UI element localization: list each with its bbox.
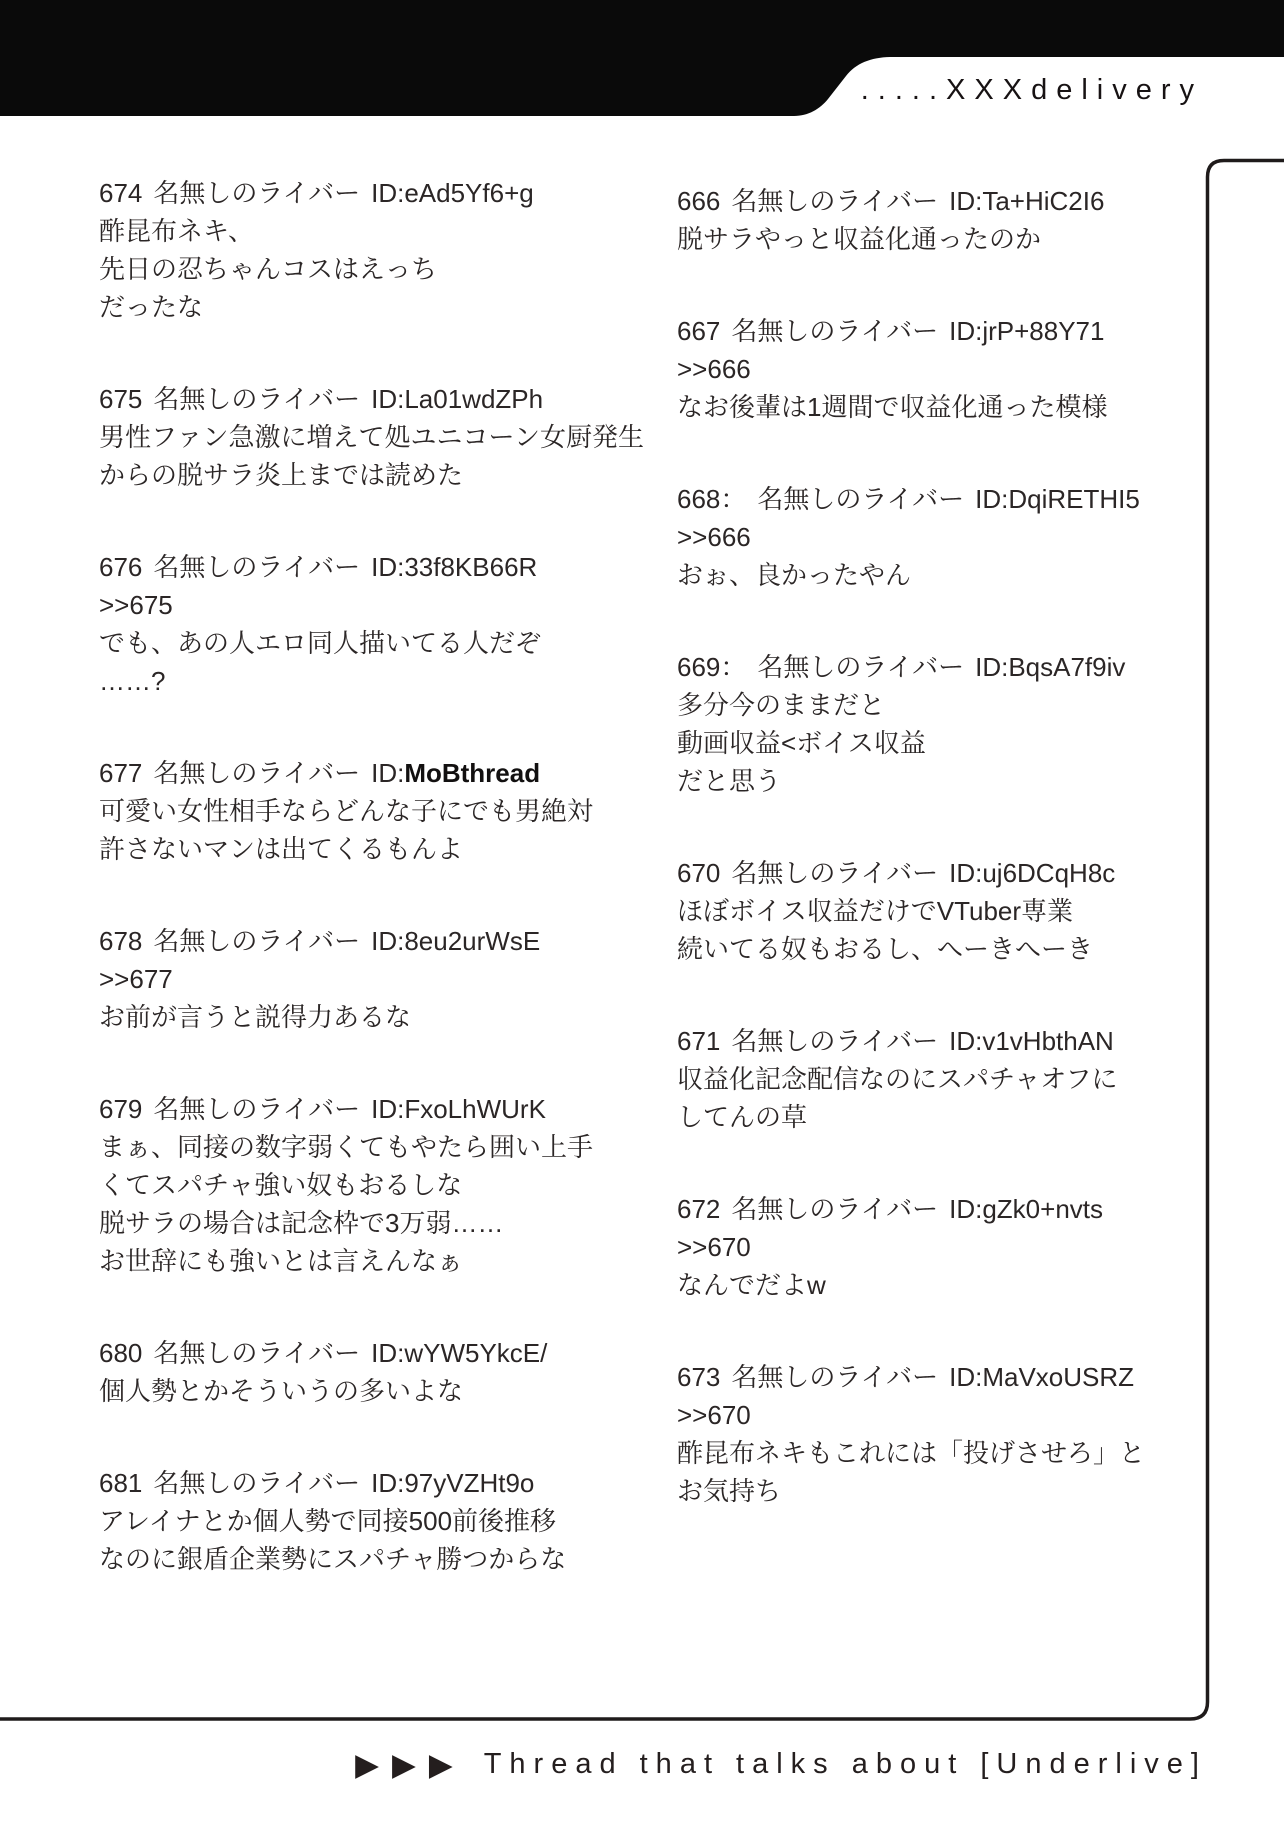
poster-id (371, 548, 537, 586)
poster-id-value: 33f8KB66R (404, 552, 538, 582)
post-header (677, 1358, 1192, 1396)
post-body-line: お気持ち (677, 1476, 782, 1506)
anchor-reference-line: >>670 (677, 1400, 751, 1430)
post-body-line: アレイナとか個人勢で同接500前後推移 (99, 1506, 557, 1536)
post-body-line: だったな (99, 292, 204, 322)
poster-id-label: ID: (975, 652, 1009, 682)
post-header (677, 1190, 1192, 1228)
post-body-line: 脱サラやっと収益化通ったのか (677, 224, 1042, 254)
poster-id-label: ID: (949, 1026, 983, 1056)
post-number: 679 (99, 1094, 143, 1124)
anchor-reference-line: >>666 (677, 522, 751, 552)
poster-id-value: eAd5Yf6+g (404, 178, 534, 208)
post-number: 671 (677, 1026, 721, 1056)
poster-id-value: FxoLhWUrK (404, 1094, 546, 1124)
poster-id-value: MaVxoUSRZ (982, 1362, 1135, 1392)
post-header (99, 922, 599, 960)
poster-name: 名無しのライバー (731, 1194, 939, 1224)
anchor-reference-line: >>666 (677, 354, 751, 384)
post-body-line: 収益化記念配信なのにスパチャオフに (677, 1064, 1118, 1094)
post-body-line: なのに銀盾企業勢にスパチャ勝つからな (99, 1544, 567, 1574)
post-body-line: からの脱サラ炎上までは読めた (99, 460, 464, 490)
post-body-line: だと思う (677, 766, 782, 796)
poster-id-value: wYW5YkcE/ (404, 1338, 548, 1368)
post-number: 674 (99, 178, 143, 208)
poster-name: 名無しのライバー (731, 1026, 939, 1056)
poster-id-value: jrP+88Y71 (982, 316, 1105, 346)
poster-id-label: ID: (949, 1362, 983, 1392)
post-header (99, 380, 599, 418)
post-header (99, 174, 599, 212)
post-header (677, 312, 1192, 350)
post-body-line: ……? (99, 666, 166, 696)
poster-id-label: ID: (371, 1338, 405, 1368)
poster-name: 名無しのライバー (153, 552, 361, 582)
poster-id-value: La01wdZPh (404, 384, 544, 414)
brand-text: .....XXXdelivery (860, 74, 1203, 106)
post-body-line: 男性ファン急激に増えて処ユニコーン女厨発生 (99, 422, 644, 452)
post (677, 1358, 1192, 1510)
poster-id (949, 182, 1104, 220)
anchor-reference-line: >>675 (99, 590, 173, 620)
poster-id-label: ID: (371, 1094, 405, 1124)
post-header (99, 754, 599, 792)
post-body-line: お世辞にも強いとは言えんなぁ (99, 1246, 464, 1276)
poster-id-label: ID: (949, 1194, 983, 1224)
poster-id (371, 1090, 546, 1128)
post-body-line: 酢昆布ネキもこれには「投げさせろ」と (677, 1438, 1146, 1468)
post-body-line: 動画収益<ボイス収益 (677, 728, 926, 758)
post-body-line: 続いてる奴もおるし、へーきへーき (677, 934, 1094, 964)
post (99, 174, 599, 326)
post-body-line: 多分今のままだと (677, 690, 886, 720)
poster-name: 名無しのライバー (153, 178, 361, 208)
post (677, 1022, 1192, 1136)
poster-id-label: ID: (371, 926, 405, 956)
poster-id (371, 754, 540, 792)
poster-id-value: uj6DCqH8c (982, 858, 1116, 888)
poster-name: 名無しのライバー (757, 652, 965, 682)
post-body-line: くてスパチャ強い奴もおるしな (99, 1170, 463, 1200)
poster-name: 名無しのライバー (153, 1094, 361, 1124)
post-number: 669： (677, 652, 747, 682)
post-number: 667 (677, 316, 721, 346)
post-header (99, 1334, 599, 1372)
poster-id (371, 1464, 534, 1502)
post-number: 681 (99, 1468, 143, 1498)
post-body-line: 可愛い女性相手ならどんな子にでも男絶対 (99, 796, 594, 826)
post-number: 670 (677, 858, 721, 888)
post-header (677, 648, 1192, 686)
poster-name: 名無しのライバー (153, 1338, 361, 1368)
anchor-reference-line: >>677 (99, 964, 173, 994)
poster-id-label: ID: (949, 316, 983, 346)
post-number: 676 (99, 552, 143, 582)
poster-name: 名無しのライバー (731, 316, 939, 346)
post-number: 673 (677, 1362, 721, 1392)
post-body-line: おぉ、良かったやん (677, 560, 912, 590)
anchor-reference-line: >>670 (677, 1232, 751, 1262)
poster-id (949, 854, 1115, 892)
column-left (99, 174, 644, 1632)
post-body-line: まぁ、同接の数字弱くてもやたら囲い上手 (99, 1132, 594, 1162)
poster-id (949, 1358, 1134, 1396)
poster-id (371, 922, 540, 960)
post (99, 1090, 599, 1280)
post-body-line: 許さないマンは出てくるもんよ (99, 834, 464, 864)
post-body-line: 個人勢とかそういうの多いよな (99, 1376, 464, 1406)
poster-id-label: ID: (949, 858, 983, 888)
post (677, 312, 1192, 426)
poster-id-label: ID: (371, 552, 405, 582)
play-arrows-icon: ▶▶▶ (355, 1747, 466, 1782)
post-number: 677 (99, 758, 143, 788)
post-number: 672 (677, 1194, 721, 1224)
footer (355, 1748, 1207, 1781)
post (99, 754, 599, 868)
poster-id (949, 1022, 1114, 1060)
post-header (677, 854, 1192, 892)
post-number: 668： (677, 484, 747, 514)
post-header (677, 1022, 1192, 1060)
poster-name: 名無しのライバー (153, 758, 361, 788)
footer-thread-title: Thread that talks about [Underlive] (483, 1748, 1207, 1780)
post-number: 675 (99, 384, 143, 414)
poster-id (949, 312, 1104, 350)
poster-id (975, 480, 1140, 518)
poster-id-value: 8eu2urWsE (404, 926, 541, 956)
post-header (99, 1464, 599, 1502)
poster-id-label: ID: (975, 484, 1009, 514)
post (99, 380, 644, 494)
post (677, 1190, 1192, 1304)
poster-name: 名無しのライバー (731, 186, 939, 216)
post-body-line: 酢昆布ネキ、 (99, 216, 254, 246)
post-body-line: なんでだよw (677, 1270, 826, 1300)
post (99, 1334, 599, 1410)
post (677, 648, 1192, 800)
post-number: 666 (677, 186, 721, 216)
poster-name: 名無しのライバー (153, 926, 361, 956)
poster-id-label: ID: (371, 1468, 405, 1498)
column-right (677, 182, 1192, 1564)
poster-id-label: ID: (371, 384, 405, 414)
post-body-line: なお後輩は1週間で収益化通った模様 (677, 392, 1108, 422)
poster-name: 名無しのライバー (731, 1362, 939, 1392)
poster-id-value: BqsA7f9iv (1008, 652, 1126, 682)
post-body-line: 脱サラの場合は記念枠で3万弱…… (99, 1208, 504, 1238)
post-body-line: お前が言うと説得力あるな (99, 1002, 412, 1032)
post-body-line: 先日の忍ちゃんコスはえっち (99, 254, 438, 284)
poster-id (371, 174, 534, 212)
poster-id-label: ID: (371, 178, 405, 208)
poster-id-value: 97yVZHt9o (404, 1468, 535, 1498)
post-body-line: ほぼボイス収益だけでVTuber専業 (677, 896, 1074, 926)
poster-id (371, 1334, 547, 1372)
poster-name: 名無しのライバー (153, 1468, 361, 1498)
poster-id-value: gZk0+nvts (982, 1194, 1103, 1224)
poster-id-label: ID: (371, 758, 405, 788)
post (677, 854, 1192, 968)
post (677, 480, 1192, 594)
poster-id (949, 1190, 1103, 1228)
post-header (99, 548, 599, 586)
poster-name: 名無しのライバー (731, 858, 939, 888)
poster-id-value: Ta+HiC2I6 (982, 186, 1105, 216)
poster-id-value: DqiRETHI5 (1008, 484, 1140, 514)
post (99, 548, 599, 700)
post-header (677, 480, 1192, 518)
post (99, 922, 599, 1036)
poster-name: 名無しのライバー (153, 384, 361, 414)
post-body-line: でも、あの人エロ同人描いてる人だぞ (99, 628, 542, 658)
post (99, 1464, 599, 1578)
post (677, 182, 1192, 258)
poster-id-value: MoBthread (404, 758, 541, 788)
post-number: 678 (99, 926, 143, 956)
poster-id-label: ID: (949, 186, 983, 216)
poster-id-value: v1vHbthAN (982, 1026, 1114, 1056)
post-header (677, 182, 1192, 220)
post-number: 680 (99, 1338, 143, 1368)
poster-name: 名無しのライバー (757, 484, 965, 514)
poster-id (371, 380, 543, 418)
post-body-line: してんの草 (677, 1102, 808, 1132)
post-header (99, 1090, 599, 1128)
poster-id (975, 648, 1125, 686)
